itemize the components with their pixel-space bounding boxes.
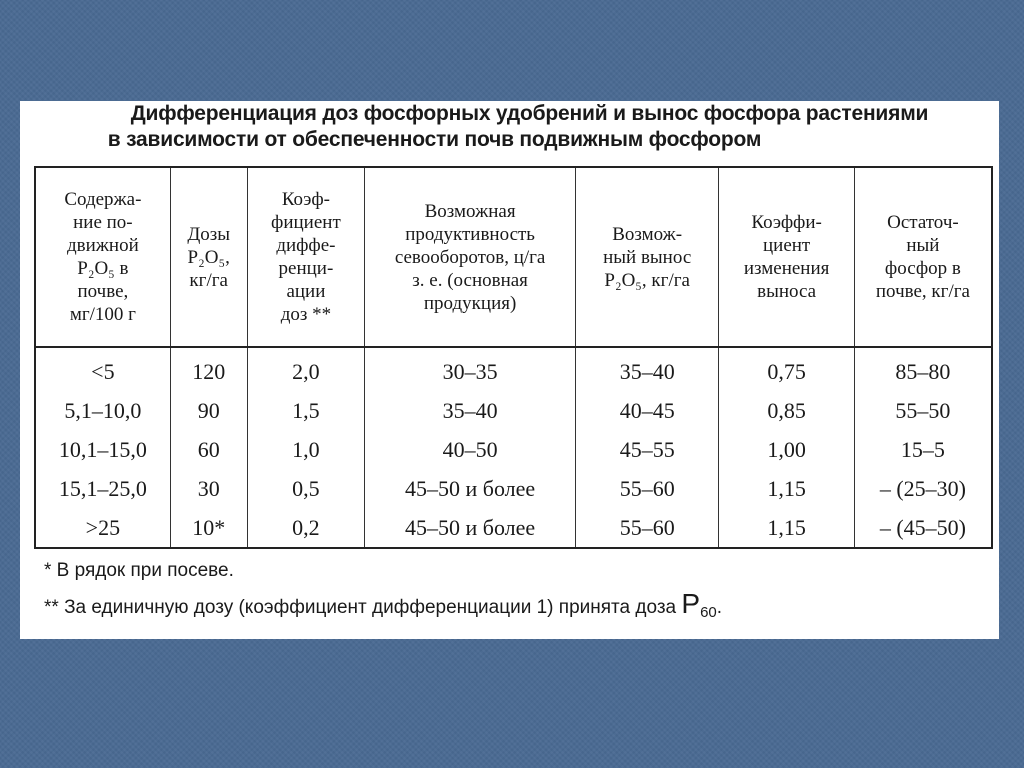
footnote-2-end: . bbox=[716, 597, 723, 618]
cell-residual: 85–80 bbox=[854, 347, 992, 391]
header-diff-coefficient: Коэф- фициент диффе- ренци- ации доз ** bbox=[247, 167, 365, 347]
cell-content: 15,1–25,0 bbox=[35, 469, 170, 508]
cell-change-coef: 1,15 bbox=[719, 469, 854, 508]
cell-productivity: 45–50 и более bbox=[365, 469, 576, 508]
cell-content: <5 bbox=[35, 347, 170, 391]
cell-productivity: 40–50 bbox=[365, 430, 576, 469]
cell-removal: 45–55 bbox=[575, 430, 718, 469]
cell-change-coef: 1,00 bbox=[719, 430, 854, 469]
footnote-2-subscript: 60 bbox=[700, 604, 717, 621]
title-line-2: в зависимости от обеспеченности почв подвижным фосфором bbox=[107, 128, 762, 151]
cell-diff-coef: 1,5 bbox=[247, 391, 365, 430]
phosphorus-table bbox=[34, 166, 993, 549]
cell-productivity: 35–40 bbox=[365, 391, 576, 430]
title-line-1: Дифференциация доз фосфорных удобрений и вынос фосфора растениями bbox=[130, 102, 929, 125]
cell-content: 5,1–10,0 bbox=[35, 391, 170, 430]
footnote-2-symbol: P bbox=[681, 588, 701, 619]
cell-dose: 60 bbox=[170, 430, 247, 469]
cell-residual: – (25–30) bbox=[854, 469, 992, 508]
cell-dose: 120 bbox=[170, 347, 247, 391]
cell-diff-coef: 0,5 bbox=[247, 469, 365, 508]
header-p2o5-content: Содержа- ние по- движной P₂O₅ в почве, мг/100 г bbox=[35, 167, 170, 347]
table-row bbox=[35, 391, 992, 430]
cell-removal: 35–40 bbox=[575, 347, 718, 391]
cell-change-coef: 1,15 bbox=[719, 508, 854, 548]
document-page bbox=[20, 101, 999, 639]
footnote-2-text: ** За единичную дозу (коэффициент дифференциации 1) принята доза bbox=[44, 597, 682, 618]
table-row bbox=[35, 347, 992, 391]
cell-change-coef: 0,85 bbox=[719, 391, 854, 430]
footnote-1: * В рядок при посеве. bbox=[44, 560, 234, 581]
table-row bbox=[35, 469, 992, 508]
cell-dose: 30 bbox=[170, 469, 247, 508]
table-row bbox=[35, 508, 992, 548]
header-removal: Возмож- ный вынос P₂O₅, кг/га bbox=[575, 167, 718, 347]
cell-diff-coef: 1,0 bbox=[247, 430, 365, 469]
cell-residual: – (45–50) bbox=[854, 508, 992, 548]
header-residual-phosphorus: Остаточ- ный фосфор в почве, кг/га bbox=[854, 167, 992, 347]
cell-removal: 40–45 bbox=[575, 391, 718, 430]
cell-dose: 10* bbox=[170, 508, 247, 548]
table-row bbox=[35, 430, 992, 469]
cell-diff-coef: 0,2 bbox=[247, 508, 365, 548]
table-header-row bbox=[35, 167, 992, 347]
cell-content: >25 bbox=[35, 508, 170, 548]
header-productivity: Возможная продуктивность севооборотов, ц/га з. е. (основная продукция) bbox=[365, 167, 576, 347]
cell-residual: 55–50 bbox=[854, 391, 992, 430]
cell-productivity: 30–35 bbox=[365, 347, 576, 391]
footnote-2 bbox=[44, 588, 722, 621]
cell-productivity: 45–50 и более bbox=[365, 508, 576, 548]
header-change-coefficient: Коэффи- циент изменения выноса bbox=[719, 167, 854, 347]
cell-diff-coef: 2,0 bbox=[247, 347, 365, 391]
cell-residual: 15–5 bbox=[854, 430, 992, 469]
cell-change-coef: 0,75 bbox=[719, 347, 854, 391]
cell-removal: 55–60 bbox=[575, 469, 718, 508]
cell-removal: 55–60 bbox=[575, 508, 718, 548]
cell-content: 10,1–15,0 bbox=[35, 430, 170, 469]
page-title bbox=[20, 101, 999, 153]
header-doses: Дозы P₂O₅, кг/га bbox=[170, 167, 247, 347]
cell-dose: 90 bbox=[170, 391, 247, 430]
